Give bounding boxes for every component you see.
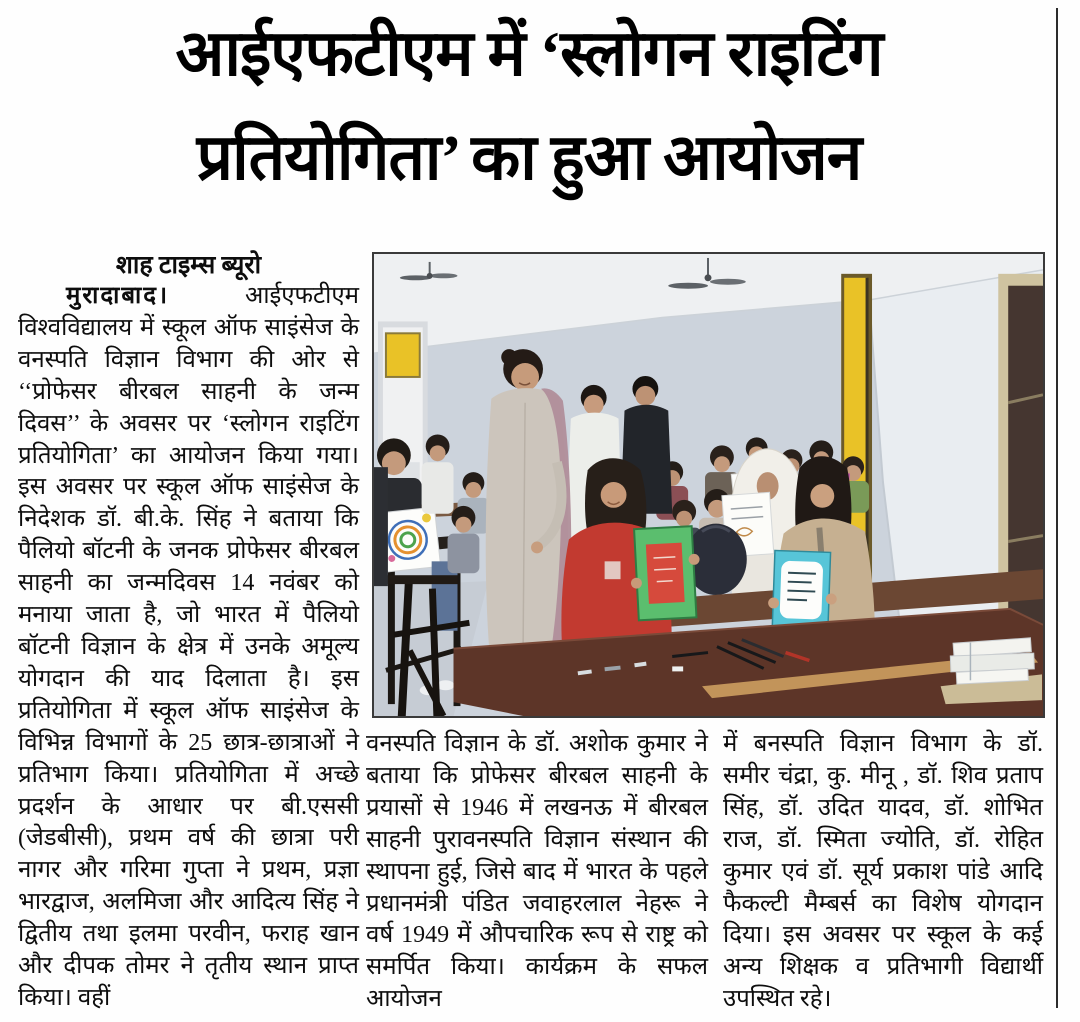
white-tee-student: [422, 434, 454, 513]
middle-column: [366, 729, 708, 1016]
headline: [20, 2, 1038, 210]
classroom-photo-scene: [374, 254, 1043, 716]
left-column-paragraph: [18, 281, 359, 1015]
left-column-text: आईएफटीएम विश्वविद्यालय में स्कूल ऑफ साइंसेज के वनस्पति विज्ञान विभाग की ओर से ‘‘प्रोफेसर बीरबल साहनी के जन्म दिवस’’ के अवसर पर ‘स्लोगन राइटिंग प्रतियोगिता’ का आयोजन किया गया। इस अवसर पर स्कूल ऑफ साइंसेज के निदेशक डॉ. बी.के. सिंह ने बताया कि पैलियो बॉटनी के जनक प्रोफेसर बीरबल साहनी का जन्मदिवस 14 नवंबर को मनाया जाता है, जो भारत में पैलियो बॉटनी विज्ञान के क्षेत्र में उनके अमूल्य योगदान की याद दिलाता है। इस प्रतियोगिता में स्कूल ऑफ साइंसेज के विभिन्न विभागों के 25 छात्र-छात्राओं ने प्रतिभाग किया। प्रतियोगिता में अच्छे प्रदर्शन के आधार पर बी.एससी (जेडबीसी), प्रथम वर्ष की छात्रा परी नागर और गरिमा गुप्ता ने प्रथम, प्रज्ञा भारद्वाज, अलमिजा और आदित्य सिंह ने द्वितीय तथा इलमा परवीन, फराह खान और दीपक तोमर ने तृतीय स्थान प्राप्त किया। वहीं: [18, 283, 359, 1011]
green-poster: [634, 526, 696, 620]
byline: शाह टाइम्स ब्यूरो: [115, 252, 262, 279]
rainbow-drawing: [381, 507, 441, 572]
girl-behind-teacher: [448, 506, 480, 573]
right-column: [723, 729, 1043, 1016]
books-stack: [941, 638, 1042, 704]
headline-line-2: प्रतियोगिता’ का हुआ आयोजन: [196, 122, 862, 193]
left-column: [18, 281, 359, 1015]
right-column-text: में बनस्पति विज्ञान विभाग के डॉ. समीर चंद्रा, कु. मीनू , डॉ. शिव प्रताप सिंह, डॉ. उदित यादव, डॉ. शोभित राज, डॉ. स्मिता ज्योति, डॉ. रोहित कुमार एवं डॉ. सूर्य प्रकाश पांडे आदि फैकल्टी मैम्बर्स का विशेष योगदान दिया। इस अवसर पर स्कूल के कई अन्य शिक्षक व प्रतिभागी विद्यार्थी उपस्थित रहे।: [723, 731, 1043, 1013]
headline-line-1: आईएफटीएम में ‘स्लोगन राइटिंग: [175, 18, 883, 89]
middle-column-text: वनस्पति विज्ञान के डॉ. अशोक कुमार ने बताया कि प्रोफेसर बीरबल साहनी के प्रयासों से 1946 में लखनऊ में बीरबल साहनी पुरावनस्पति विज्ञान संस्थान की स्थापना हुई, जिसे बाद में भारत के पहले प्रधानमंत्री पंडित जवाहरलाल नेहरू ने वर्ष 1949 में औपचारिक रूप से राष्ट्र को समर्पित किया। कार्यक्रम के सफल आयोजन: [366, 731, 708, 1013]
blue-poster: [772, 550, 830, 627]
dateline: मुरादाबाद।: [66, 283, 170, 309]
news-photo: [372, 252, 1045, 718]
transom-window: [386, 333, 420, 377]
edge-person-left: [374, 467, 388, 586]
column-divider-rule: [1056, 8, 1058, 1008]
